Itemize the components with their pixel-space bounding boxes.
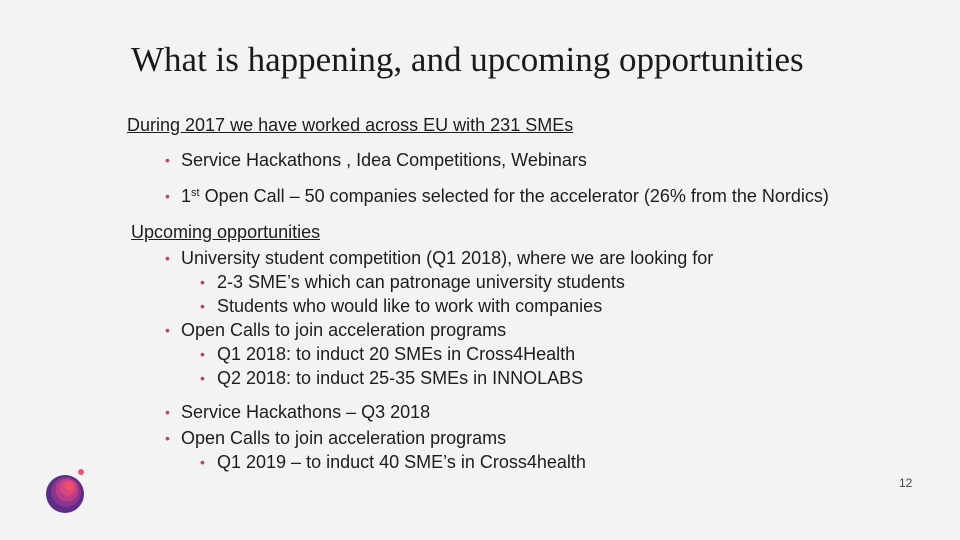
subitem-cross4health-2019: Q1 2019 – to induct 40 SME’s in Cross4health [217,452,586,472]
bullet-open-call: 1st Open Call – 50 companies selected for the accelerator (26% from the Nordics) [181,186,829,206]
concentric-circles-logo-icon [46,475,84,513]
bullet-glyph: • [200,346,205,362]
bullet-glyph: • [200,370,205,386]
bullet-glyph: • [165,404,170,420]
bullet-glyph: • [165,322,170,338]
subitem-innolabs: Q2 2018: to induct 25-35 SMEs in INNOLABS [217,368,584,388]
section-heading-2017: During 2017 we have worked across EU with 231 SMEs [127,115,574,135]
bullet-glyph: • [165,430,170,446]
bullet-glyph: • [200,454,205,470]
bullet-glyph: • [200,274,205,290]
page-number: 12 [899,476,913,490]
item-open-calls-2019: Open Calls to join acceleration programs [181,428,507,448]
item-student-competition: University student competition (Q1 2018), where we are looking for [181,248,714,268]
item-hackathons-q3: Service Hackathons – Q3 2018 [181,402,431,422]
bullet-glyph: • [165,152,170,168]
subitem-sme-patronage: 2-3 SME’s which can patronage university students [217,272,625,292]
subitem-students: Students who would like to work with companies [217,296,603,316]
slide-title: What is happening, and upcoming opportunities [131,40,804,79]
item-open-calls-2018: Open Calls to join acceleration programs [181,320,507,340]
bullet-glyph: • [165,188,170,204]
bullet-glyph: • [200,298,205,314]
subitem-cross4health-2018: Q1 2018: to induct 20 SMEs in Cross4Health [217,344,576,364]
section-heading-upcoming: Upcoming opportunities [131,222,321,242]
bullet-glyph: • [165,250,170,266]
bullet-hackathons: Service Hackathons , Idea Competitions, Webinars [181,150,587,170]
